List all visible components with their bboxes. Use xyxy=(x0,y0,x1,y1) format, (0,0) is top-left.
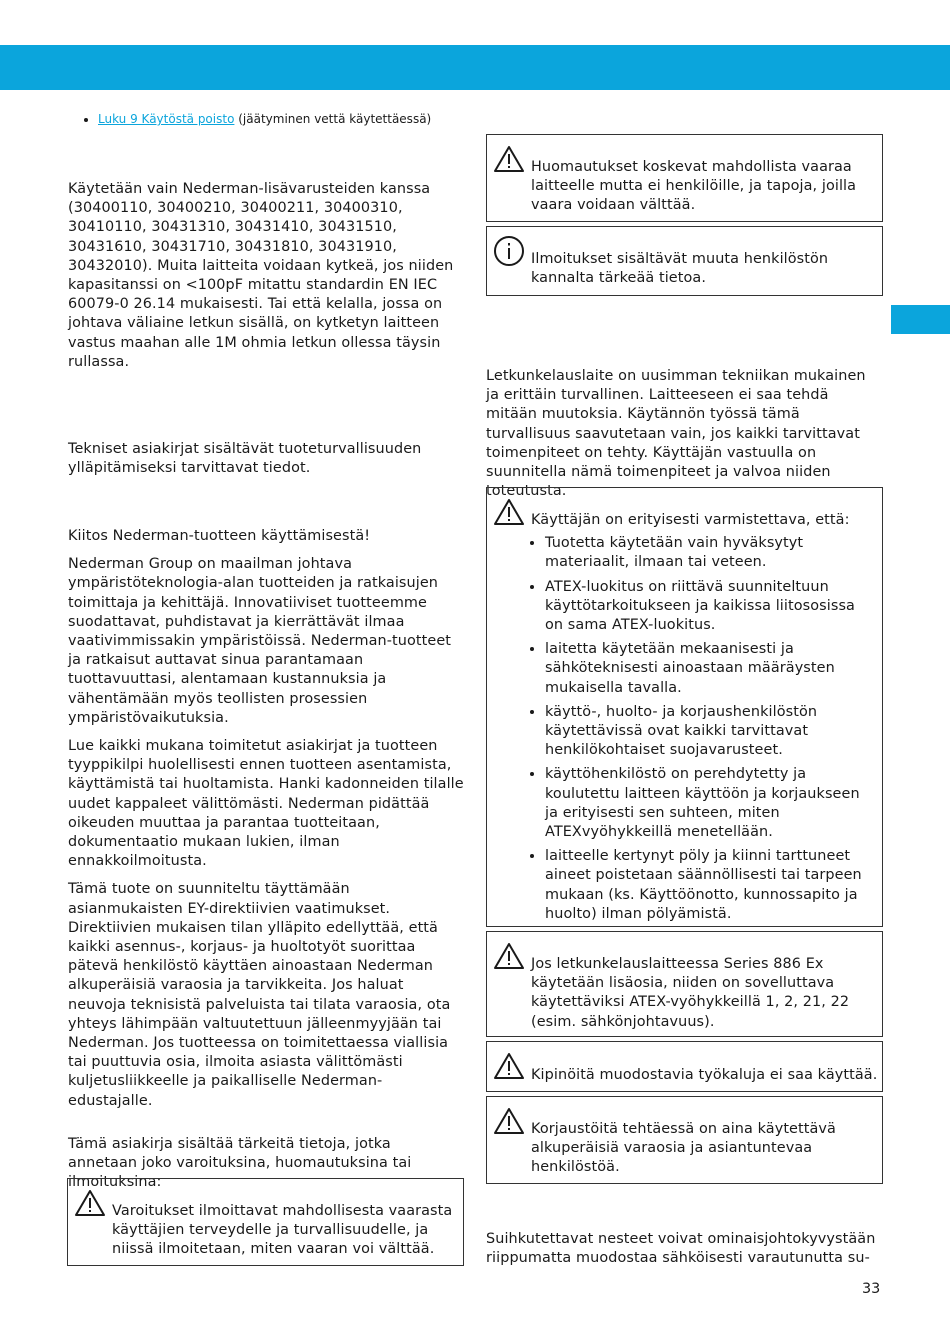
warning-icon xyxy=(493,942,525,970)
safety-paragraph: Letkunkelauslaite on uusimman tekniikan mukainen ja erittäin turvallinen. Laitteeseen ei saa tehdä mitään muutoksia. Käytännön työssä tämä turvallisuus saavutetaan vain, jos kaikki tarvittavat toimenpiteet on tehty. Käyttäjän vastuulla on suunnitella nämä toimenpiteet ja valvoa niiden toteutusta. xyxy=(486,368,866,500)
list-item: • ATEX-luokitus on riittävä suunniteltuun käyttötarkoitukseen ja kaikissa liitososissa on sama ATEX-luokitus. xyxy=(545,578,874,636)
reference-list xyxy=(80,111,500,127)
caution-icon xyxy=(493,145,525,173)
chapter-tab xyxy=(891,305,950,334)
link-note: (jäätyminen vettä käytettäessä) xyxy=(238,112,432,126)
spark-box xyxy=(486,1041,883,1092)
tech-docs-paragraph: Tekniset asiakirjat sisältävät tuoteturvallisuuden ylläpitämiseksi tarvittavat tiedot. xyxy=(68,441,422,477)
page-number: 33 xyxy=(862,1281,881,1297)
warning-icon xyxy=(493,1107,525,1135)
accessories-paragraph: Käytetään vain Nederman-lisävarusteiden kanssa (30400110, 30400210, 30400211, 30400310, 30410110, 30431310, 30431410, 30431510, 30431610, 30431710, 30431810, 30431910, 30432010). Muita laitteita voidaan kytkeä, jos niiden kapasitanssi on <100pF mitattu standardin EN IEC 60079-0 26.14 mukaisesti. Tai että kelalla, jossa on johtava väliaine letkun sisällä, on kytketyn laitteen vastus maahan alle 1M ohmia letkun ollessa täysin rullassa. xyxy=(68,181,454,370)
intro-section xyxy=(68,527,464,1120)
list-item: • käyttöhenkilöstö on perehdytetty ja koulutettu laitteen käyttöön ja korjaukseen ja erityisesti sen suhteen, miten ATEXvyöhykkeillä menetellään. xyxy=(545,765,874,842)
header-bar xyxy=(0,45,950,90)
user-responsibility-content xyxy=(531,511,874,929)
list-item: • käyttö-, huolto- ja korjaushenkilöstön käytettävissä ovat kaikki tarvittavat henkilökohtaiset suojavarusteet. xyxy=(545,703,874,761)
thanks-text: Kiitos Nederman-tuotteen käyttämisestä! xyxy=(68,528,371,544)
user-responsibility-box xyxy=(486,487,883,927)
fluids-paragraph: Suihkutettavat nesteet voivat ominaisjohtokyvystään riippumatta muodostaa sähköisesti varautunutta su- xyxy=(486,1231,876,1267)
user-responsibility-intro: Käyttäjän on erityisesti varmistettava, että: xyxy=(531,512,850,528)
spark-text: Kipinöitä muodostavia työkaluja ei saa käyttää. xyxy=(531,1067,878,1083)
warning-icon xyxy=(74,1189,106,1217)
chapter-link[interactable]: Luku 9 Käytöstä poisto xyxy=(98,112,235,126)
info-box xyxy=(486,226,883,296)
user-responsibility-list xyxy=(531,534,874,924)
warning-icon xyxy=(493,498,525,526)
list-item xyxy=(98,111,500,127)
warning-icon xyxy=(493,1052,525,1080)
repair-text: Korjaustöitä tehtäessä on aina käytettävä alkuperäisiä varaosia ja asiantuntevaa henkilöstöä. xyxy=(531,1121,836,1176)
warning-box xyxy=(67,1178,464,1266)
intro-paragraph-2: Lue kaikki mukana toimitetut asiakirjat ja tuotteen tyyppikilpi huolellisesti ennen tuotteen asentamista, käyttämistä tai huoltamista. Hanki kadonneiden tilalle uudet kappaleet välittömästi. Nederman pidättää oikeuden muuttaa ja parantaa tuotteitaan, dokumentaatio mukaan lukien, ilman ennakkoilmoitusta. xyxy=(68,738,464,870)
atex-box xyxy=(486,931,883,1037)
list-item: • Tuotetta käytetään vain hyväksytyt materiaalit, ilmaan tai veteen. xyxy=(545,534,874,572)
atex-text: Jos letkunkelauslaitteessa Series 886 Ex käytetään lisäosia, niiden on sovelluttava käytettäviksi ATEX-vyöhykkeillä 1, 2, 21, 22 (esim. sähkönjohtavuus). xyxy=(531,956,850,1030)
info-icon xyxy=(493,235,525,267)
warning-text: Varoitukset ilmoittavat mahdollisesta vaarasta käyttäjien terveydelle ja turvallisuudelle, ja niissä ilmoitetaan, miten vaaran voi välttää. xyxy=(112,1203,453,1258)
info-text: Ilmoitukset sisältävät muuta henkilöstön kannalta tärkeää tietoa. xyxy=(531,251,829,287)
caution-box xyxy=(486,134,883,222)
list-item: • laitetta käytetään mekaanisesti ja sähköteknisesti ainoastaan määräysten mukaisella tavalla. xyxy=(545,640,874,698)
list-item: • laitteelle kertynyt pöly ja kiinni tarttuneet aineet poistetaan säännöllisesti tai tarpeen mukaan (ks. Käyttöönotto, kunnossapito ja huolto) ilman pölyämistä. xyxy=(545,847,874,924)
intro-paragraph-3: Tämä tuote on suunniteltu täyttämään asianmukaisten EY-direktiivien vaatimukset. Direktiivien mukaisen tilan ylläpito edellyttää, että kaikki asennus-, korjaus- ja huoltotyöt suorittaa pätevä henkilöstö käyttäen ainoastaan Nederman alkuperäisiä varaosia ja tarvikkeita. Jos haluat neuvoja teknisistä palveluista tai tilata varaosia, ota yhteys lähimpään valtuutettuun jälleenmyyjään tai Nederman. Jos tuotteessa on toimitettaessa viallisia tai puuttuvia osia, ilmoita asiasta välittömästi kuljetusliikkeelle ja paikalliselle Nederman-edustajalle. xyxy=(68,881,451,1109)
doc-info-paragraph: Tämä asiakirja sisältää tärkeitä tietoja, jotka annetaan joko varoituksina, huomautuksina tai ilmoituksina: xyxy=(68,1136,412,1191)
intro-paragraph-1: Nederman Group on maailman johtava ympäristöteknologia-alan tuotteiden ja ratkaisujen toimittaja ja kehittäjä. Innovatiiviset tuotteemme suodattavat, puhdistavat ja kierrättävät ilmaa vaativimmissakin ympäristöissä. Nederman-tuotteet ja ratkaisut auttavat sinua parantamaan tuottavuuttasi, alentamaan kustannuksia ja vähentämään myös teollisten prosessien ympäristövaikutuksia. xyxy=(68,556,452,726)
repair-box xyxy=(486,1096,883,1184)
caution-text: Huomautukset koskevat mahdollista vaaraa laitteelle mutta ei henkilöille, ja tapoja, joilla vaara voidaan välttää. xyxy=(531,159,857,214)
